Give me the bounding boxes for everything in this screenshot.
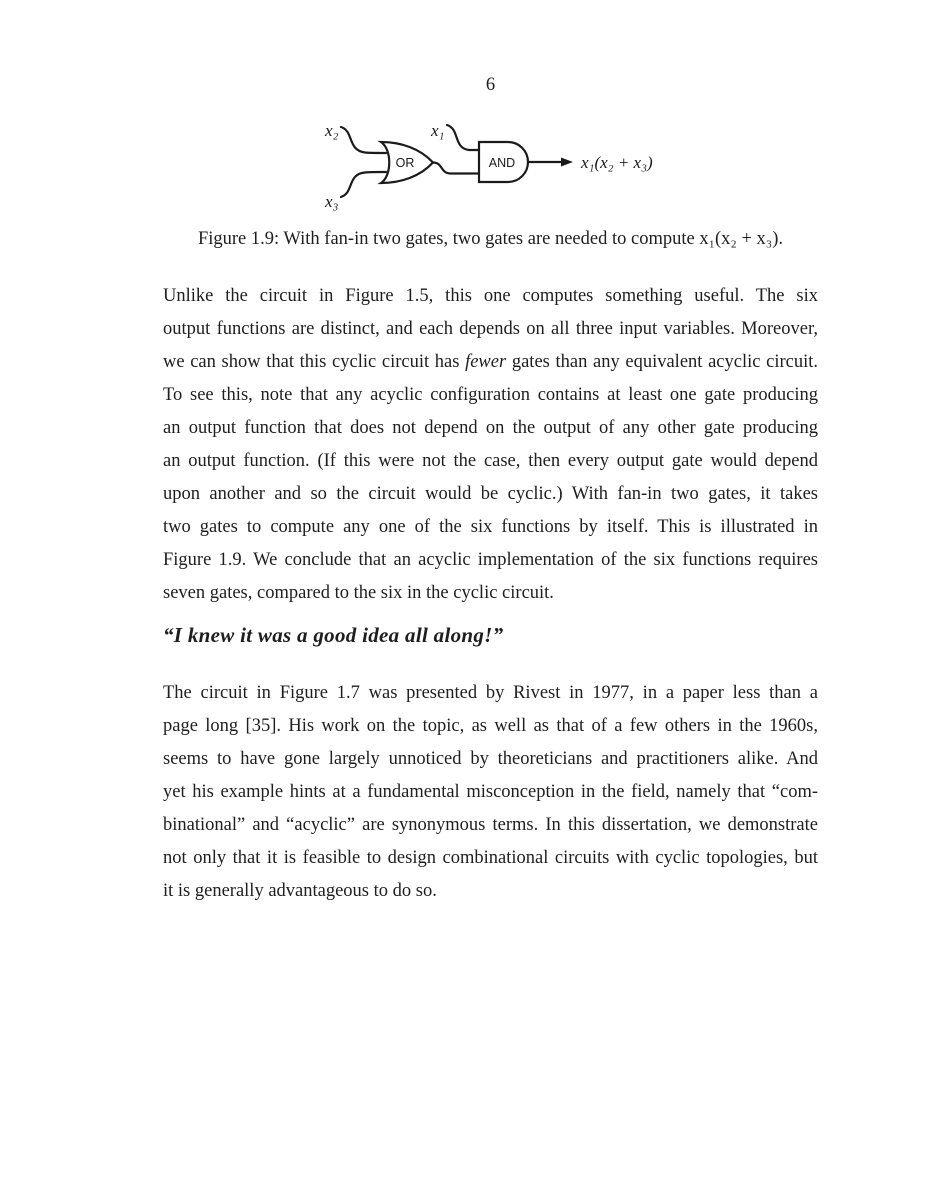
paragraph-2-lines — [163, 677, 818, 875]
text-line: an output function. (If this were not the case, then every output gate would depend — [163, 451, 818, 471]
input-label-x3: x₃ — [325, 192, 339, 211]
input-label-x1: x₁ — [431, 121, 445, 140]
output-expression: x₁(x₂ + x₃) — [581, 153, 653, 172]
text-line: binational” and “acyclic” are synonymous terms. In this dissertation, we demonstrate — [163, 815, 818, 835]
text-line: an output function that does not depend on the output of any other gate producing — [163, 418, 818, 438]
text-line: seems to have gone largely unnoticed by theoreticians and practitioners alike. And — [163, 749, 818, 769]
paragraph-2 — [163, 677, 818, 908]
wire-x2 — [341, 127, 386, 153]
input-label-x2: x₂ — [325, 121, 339, 140]
wire-or-to-and — [433, 163, 479, 174]
wire-x3 — [341, 172, 386, 197]
circuit-figure — [321, 112, 666, 217]
output-arrowhead-icon — [561, 158, 573, 167]
text-line: page long [35]. His work on the topic, as well as that of a few others in the 1960s, — [163, 716, 818, 736]
section-heading: “I knew it was a good idea all along!” — [163, 623, 504, 647]
text-line: To see this, note that any acyclic configuration contains at least one gate producing — [163, 385, 818, 405]
body-text-column — [163, 280, 818, 908]
text-line-with-emphasis — [163, 346, 818, 379]
figure-caption: Figure 1.9: With fan-in two gates, two gates are needed to compute x₁(x₂ + x₃). — [197, 229, 784, 249]
and-gate-label: AND — [488, 156, 516, 170]
paragraph-1 — [163, 280, 818, 610]
text-line: yet his example hints at a fundamental misconception in the field, namely that “com- — [163, 782, 818, 802]
text-line: two gates to compute any one of the six functions by itself. This is illustrated in — [163, 517, 818, 537]
or-gate-label: OR — [395, 156, 415, 170]
paragraph-1-lines-b — [163, 379, 818, 577]
text-line: seven gates, compared to the six in the cyclic circuit. — [163, 583, 554, 603]
text-line: output functions are distinct, and each depends on all three input variables. Moreover, — [163, 319, 818, 339]
page-number: 6 — [485, 75, 496, 95]
text-line: Figure 1.9. We conclude that an acyclic implementation of the six functions requires — [163, 550, 818, 570]
emphasized-word: fewer — [465, 352, 507, 372]
text-line: Unlike the circuit in Figure 1.5, this one computes something useful. The six — [163, 286, 818, 306]
text-run: we can show that this cyclic circuit has — [163, 352, 466, 372]
text-line: not only that it is feasible to design combinational circuits with cyclic topologies, but — [163, 848, 818, 868]
text-line: upon another and so the circuit would be cyclic.) With fan-in two gates, it takes — [163, 484, 818, 504]
text-line: The circuit in Figure 1.7 was presented by Rivest in 1977, in a paper less than a — [163, 683, 818, 703]
paragraph-1-lines-a — [163, 280, 818, 346]
text-line: it is generally advantageous to do so. — [163, 881, 437, 901]
wire-x1 — [447, 125, 479, 150]
text-run: gates than any equivalent acyclic circuit. — [506, 352, 818, 372]
